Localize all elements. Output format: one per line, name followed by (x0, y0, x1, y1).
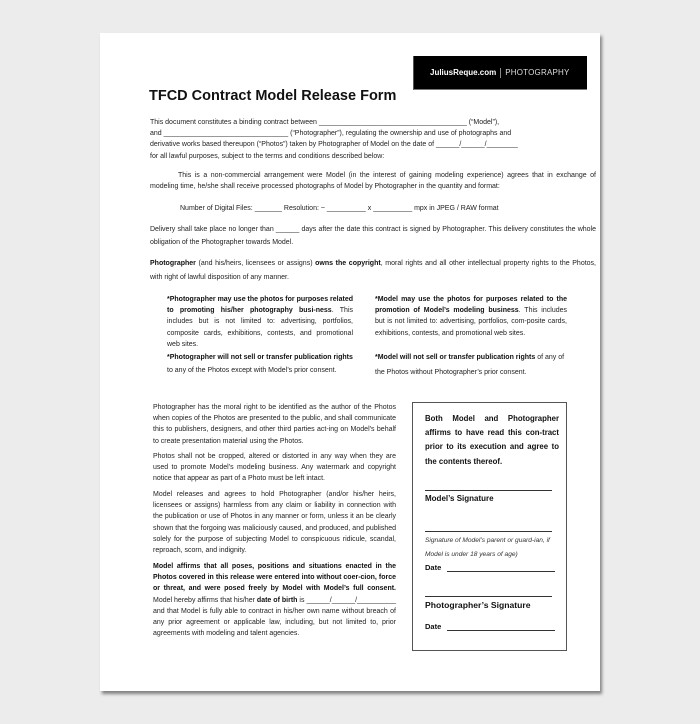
clause-photographer-nosell (167, 351, 353, 377)
intro-line-3: derivative works based thereupon (“Photos”) taken by Photographer of Model on the date of ______/______/________ (150, 141, 518, 149)
affirm-dob-bold: date of birth (256, 596, 298, 604)
clause-photographer-nosell-text: to any of the Photos except with Model’s prior consent. (167, 367, 337, 374)
date-line-2[interactable] (447, 630, 555, 631)
intro-paragraph (150, 117, 574, 162)
clause-model-use-bold: *Model may use the photos for purposes related to the promotion of Model’s modeling business (375, 296, 567, 315)
page-title: TFCD Contract Model Release Form (149, 88, 397, 104)
clause-model-nosell (375, 351, 569, 380)
copyright-text-2: , moral rights and all other intellectual property rights to the Photos, with right of lawful disposition of any manner. (150, 260, 596, 281)
release-paragraph: Model releases and agrees to hold Photographer (and/or his/her heirs, licensees or assigns) harmless from any claim or liability in connection with the publication or use of Photos in any manner or form, unless it an be clearly shown that the forgoing was maliciously caused, and produced, and published solely for the purpose of subjecting Model to conspicuous ridicule, scandal, reproach, scorn, and indignity. (153, 491, 396, 555)
document-page (100, 33, 600, 691)
brand-divider (500, 68, 501, 78)
moral-right-paragraph: Photographer has the moral right to be identified as the author of the Photos when copies of the Photos are presented to the public, and shall communicate this to publishers, designers, and other third parties act-ing on Model’s behalf to create presentation material using the Photos. (153, 404, 396, 445)
affirm-text-2: is ______/______/__________ and that Model is fully able to contract in his/her own name without breach of any prior agreement or applicable law, including, but not limited to, prior agreements with modeling and talent agencies. (153, 596, 396, 638)
clause-model-use (375, 294, 567, 339)
intro-line-1: This document constitutes a binding contract between ______________________________________ (“Model”), (150, 119, 500, 126)
intro-line-2: and ________________________________ (“Photographer”), regulating the ownership and use of photographs and (150, 130, 512, 138)
photographer-signature-label: Photographer’s Signature (425, 600, 531, 610)
brand-banner (413, 56, 587, 90)
no-crop-paragraph: Photos shall not be cropped, altered or distorted in any way when they are used to promote Model’s modeling business. Any watermark and copyright notice that appear as part of a Photo must be left intact. (153, 453, 396, 483)
intro-line-4: for all lawful purposes, subject to the terms and conditions described below: (150, 152, 385, 160)
copyright-paragraph (150, 257, 596, 284)
signature-box (412, 402, 567, 651)
clause-model-use-text: . This includes but is not limited to: advertising, portfolios, com-posite cards, exhibitions, contests, and promotional web sites. (375, 307, 567, 337)
photographer-signature-line[interactable] (425, 596, 552, 597)
affirm-text-1: Model hereby affirms that his/her (153, 596, 257, 604)
brand-tag: PHOTOGRAPHY (505, 68, 570, 77)
mutual-affirmation: Both Model and Photographer affirms to have read this con-tract prior to its execution and agree to the contents thereof. (425, 414, 559, 466)
arrangement-paragraph: This is a non-commercial arrangement were Model (in the interest of gaining modeling experience) agrees that in exchange of modeling time, he/she shall receive processed photographs of Model by Photographer in the quantity and format: (150, 172, 596, 191)
copyright-text-1: (and his/heirs, licensees or assigns) (195, 260, 316, 267)
brand-site: JuliusReque.com (430, 68, 497, 77)
guardian-signature-line[interactable] (425, 531, 552, 532)
affirm-bold: Model affirms that all poses, positions and situations enacted in the Photos covered in this release were entered into without coer-cion, force or threat, and were posed freely by Model with Model’s full consent. (153, 563, 396, 593)
guardian-note: Signature of Model’s parent or guard-ian, if Model is under 18 years of age) (425, 537, 550, 558)
files-line: Number of Digital Files: _______ Resolution: ~ __________ x __________ mpx in JPEG / RAW format (180, 205, 499, 212)
copyright-bold-2: owns the copyright (315, 260, 381, 267)
clause-photographer-use-bold: *Photographer may use the photos for purposes related to promoting his/her photography busi-ness (167, 296, 353, 315)
date-label-2: Date (425, 622, 442, 631)
model-signature-line[interactable] (425, 490, 552, 491)
clause-photographer-use (167, 294, 353, 350)
copyright-bold-1: Photographer (150, 260, 196, 267)
date-label-1: Date (425, 563, 442, 572)
clause-model-nosell-text: of any of the Photos without Photographer’s prior consent. (375, 354, 565, 376)
clause-model-nosell-bold: *Model will not sell or transfer publication rights (375, 354, 536, 361)
date-line-1[interactable] (447, 571, 555, 572)
clause-photographer-use-text: . This includes but is not limited to: advertising, portfolios, composite cards, exhibitions, contests, and promotional web sites. (167, 307, 353, 348)
affirm-paragraph (153, 561, 396, 639)
clause-photographer-nosell-bold: *Photographer will not sell or transfer publication rights (167, 354, 353, 361)
delivery-paragraph: Delivery shall take place no longer than ______ days after the date this contract is signed by Photographer. This delivery constitutes the whole obligation of the Photographer towards Model. (150, 226, 596, 246)
model-signature-label: Model’s Signature (425, 494, 494, 503)
